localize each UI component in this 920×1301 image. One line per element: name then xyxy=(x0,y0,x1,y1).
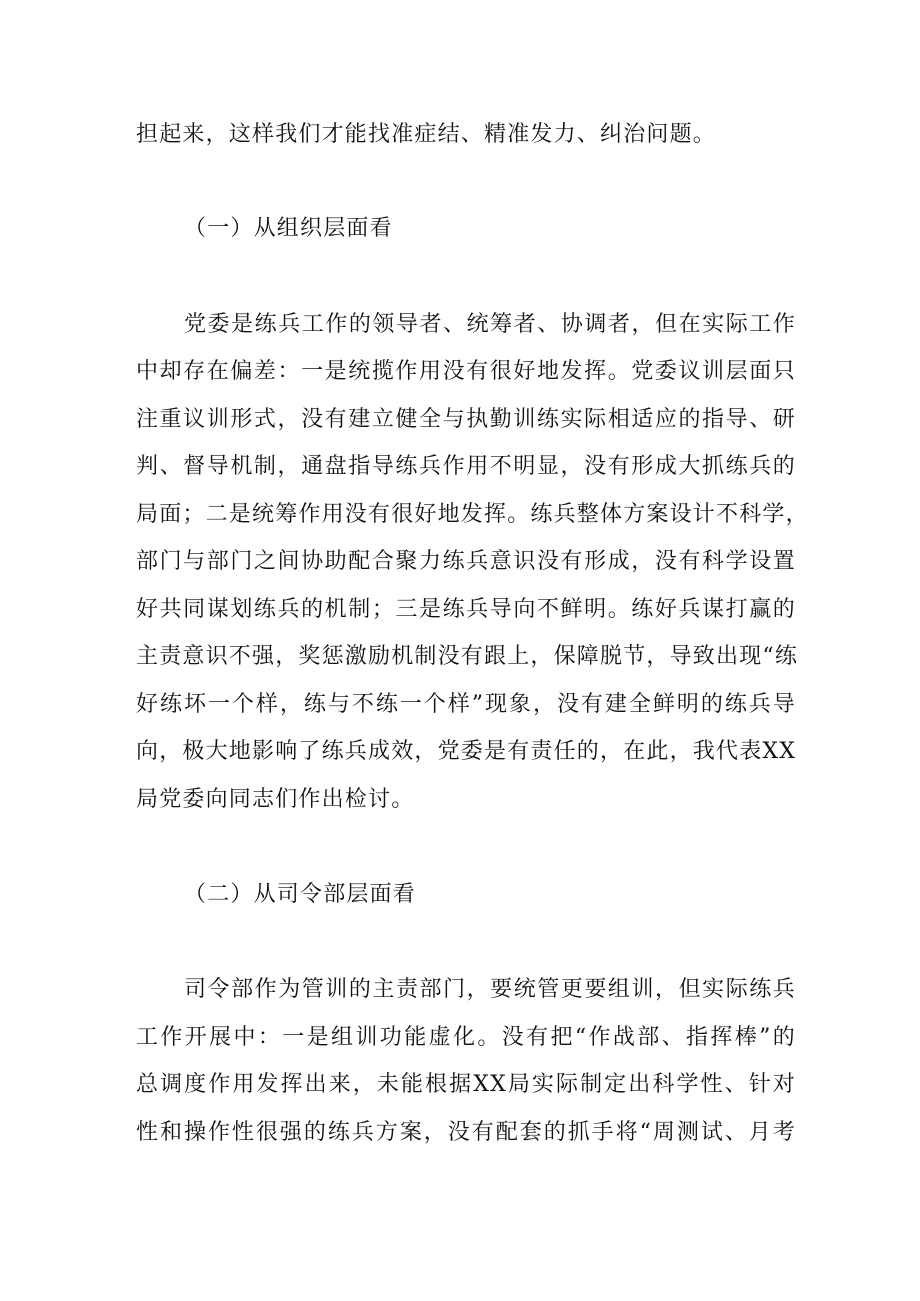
paragraph-line: 主责意识不强，奖惩激励机制没有跟上，保障脱节，导致出现“练 xyxy=(136,644,799,669)
paragraph-line: 好练坏一个样，练与不练一个样”现象，没有建全鲜明的练兵导 xyxy=(136,692,796,717)
paragraph-line: 性和操作性很强的练兵方案，没有配套的抓手将“周测试、月考 xyxy=(136,1120,796,1145)
paragraph-line: 司令部作为管训的主责部门，要统管更要组训，但实际练兵 xyxy=(184,977,796,1002)
paragraph-line: 工作开展中：一是组训功能虚化。没有把“作战部、指挥棒”的 xyxy=(136,1025,796,1050)
paragraph-line: 注重议训形式，没有建立健全与执勤训练实际相适应的指导、研 xyxy=(136,407,796,432)
paragraph-line: 中却存在偏差：一是统揽作用没有很好地发挥。党委议训层面只 xyxy=(136,359,796,384)
paragraph-line: 好共同谋划练兵的机制；三是练兵导向不鲜明。练好兵谋打赢的 xyxy=(136,597,796,622)
paragraph-line: 总调度作用发挥出来，未能根据XX局实际制定出科学性、针对 xyxy=(136,1072,796,1097)
paragraph-line: 向，极大地影响了练兵成效，党委是有责任的，在此，我代表XX xyxy=(136,739,797,764)
section-heading-headquarters: （二）从司令部层面看 xyxy=(184,882,417,907)
paragraph-line: 判、督导机制，通盘指导练兵作用不明显，没有形成大抓练兵的 xyxy=(136,454,796,479)
paragraph-line: 党委是练兵工作的领导者、统筹者、协调者，但在实际工作 xyxy=(184,312,796,337)
paragraph-line: 担起来，这样我们才能找准症结、精准发力、纠治问题。 xyxy=(136,122,717,147)
paragraph-line: 部门与部门之间协助配合聚力练兵意识没有形成，没有科学设置 xyxy=(136,549,796,574)
section-heading-organization: （一）从组织层面看 xyxy=(184,216,393,241)
paragraph-line: 局党委向同志们作出检讨。 xyxy=(136,787,415,812)
paragraph-line: 局面；二是统筹作用没有很好地发挥。练兵整体方案设计不科学， xyxy=(136,502,809,527)
